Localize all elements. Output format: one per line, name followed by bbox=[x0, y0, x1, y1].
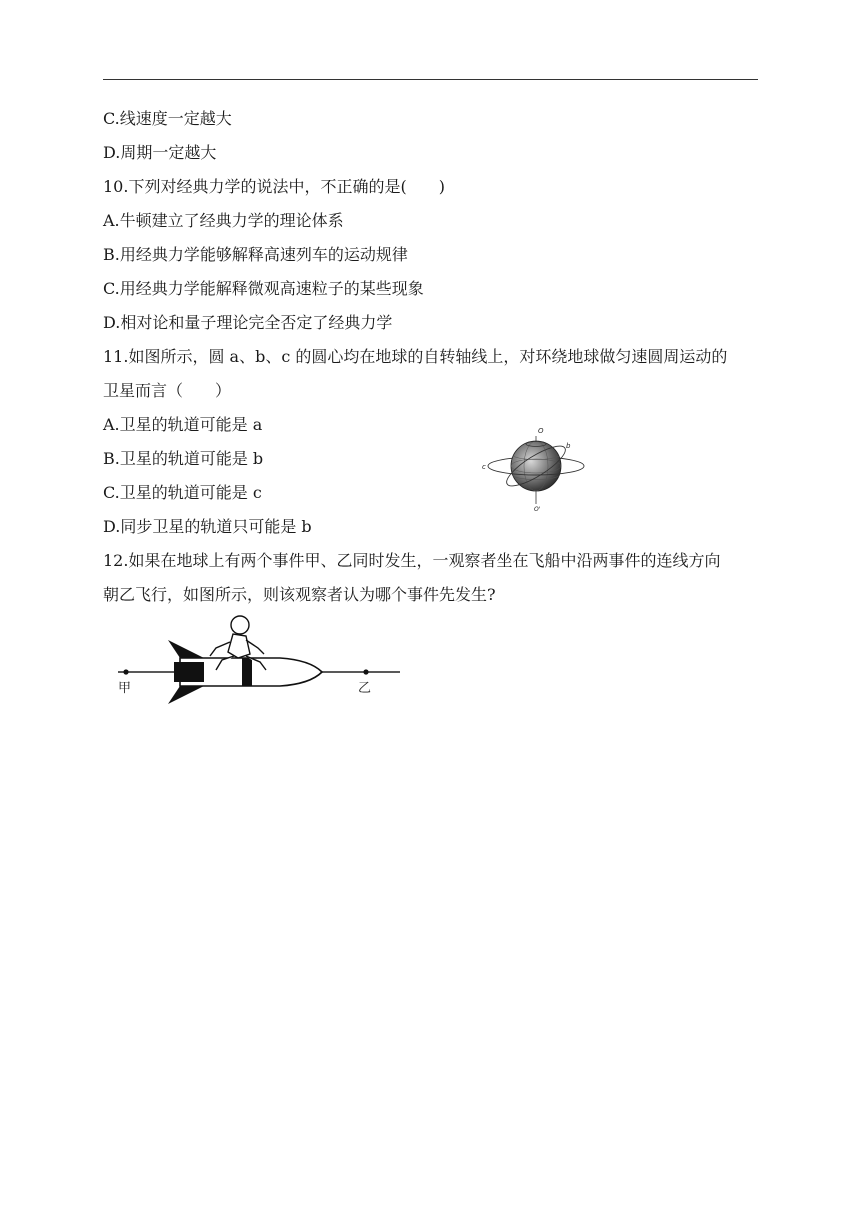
event-point-yi bbox=[363, 669, 368, 674]
label-jia: 甲 bbox=[118, 681, 132, 696]
rocket-figure bbox=[110, 612, 410, 704]
globe-label-bottom: O' bbox=[534, 506, 541, 512]
q12-stem-line1: 12.如果在地球上有两个事件甲、乙同时发生，一观察者坐在飞船中沿两事件的连线方向 bbox=[103, 551, 721, 570]
label-yi: 乙 bbox=[358, 681, 372, 696]
globe-label-c: c bbox=[482, 463, 486, 471]
q10-option-c: C.用经典力学能解释微观高速粒子的某些现象 bbox=[103, 279, 424, 298]
q11-option-b: B.卫星的轨道可能是 b bbox=[103, 449, 264, 468]
q10-option-a: A.牛顿建立了经典力学的理论体系 bbox=[103, 211, 344, 230]
globe-label-top: O bbox=[538, 427, 544, 435]
q12-stem-line2: 朝乙飞行，如图所示，则该观察者认为哪个事件先发生? bbox=[103, 585, 496, 604]
globe-label-b: b bbox=[566, 442, 571, 450]
q9-option-c: C.线速度一定越大 bbox=[103, 109, 232, 128]
q10-option-d: D.相对论和量子理论完全否定了经典力学 bbox=[103, 313, 393, 332]
q10-option-b: B.用经典力学能够解释高速列车的运动规律 bbox=[103, 245, 408, 264]
q11-option-d: D.同步卫星的轨道只可能是 b bbox=[103, 517, 312, 536]
q11-stem-line1: 11.如图所示，圆 a、b、c 的圆心均在地球的自转轴线上，对环绕地球做匀速圆周运动的 bbox=[103, 347, 728, 366]
q11-stem-line2: 卫星而言（ ） bbox=[103, 381, 232, 400]
q10-stem: 10.下列对经典力学的说法中，不正确的是( ) bbox=[103, 177, 445, 196]
globe-orbit-figure bbox=[480, 424, 592, 512]
q11-option-a: A.卫星的轨道可能是 a bbox=[103, 415, 263, 434]
q9-option-d: D.周期一定越大 bbox=[103, 143, 217, 162]
header-rule bbox=[103, 79, 758, 80]
event-point-jia bbox=[123, 669, 128, 674]
q11-option-c: C.卫星的轨道可能是 c bbox=[103, 483, 262, 502]
